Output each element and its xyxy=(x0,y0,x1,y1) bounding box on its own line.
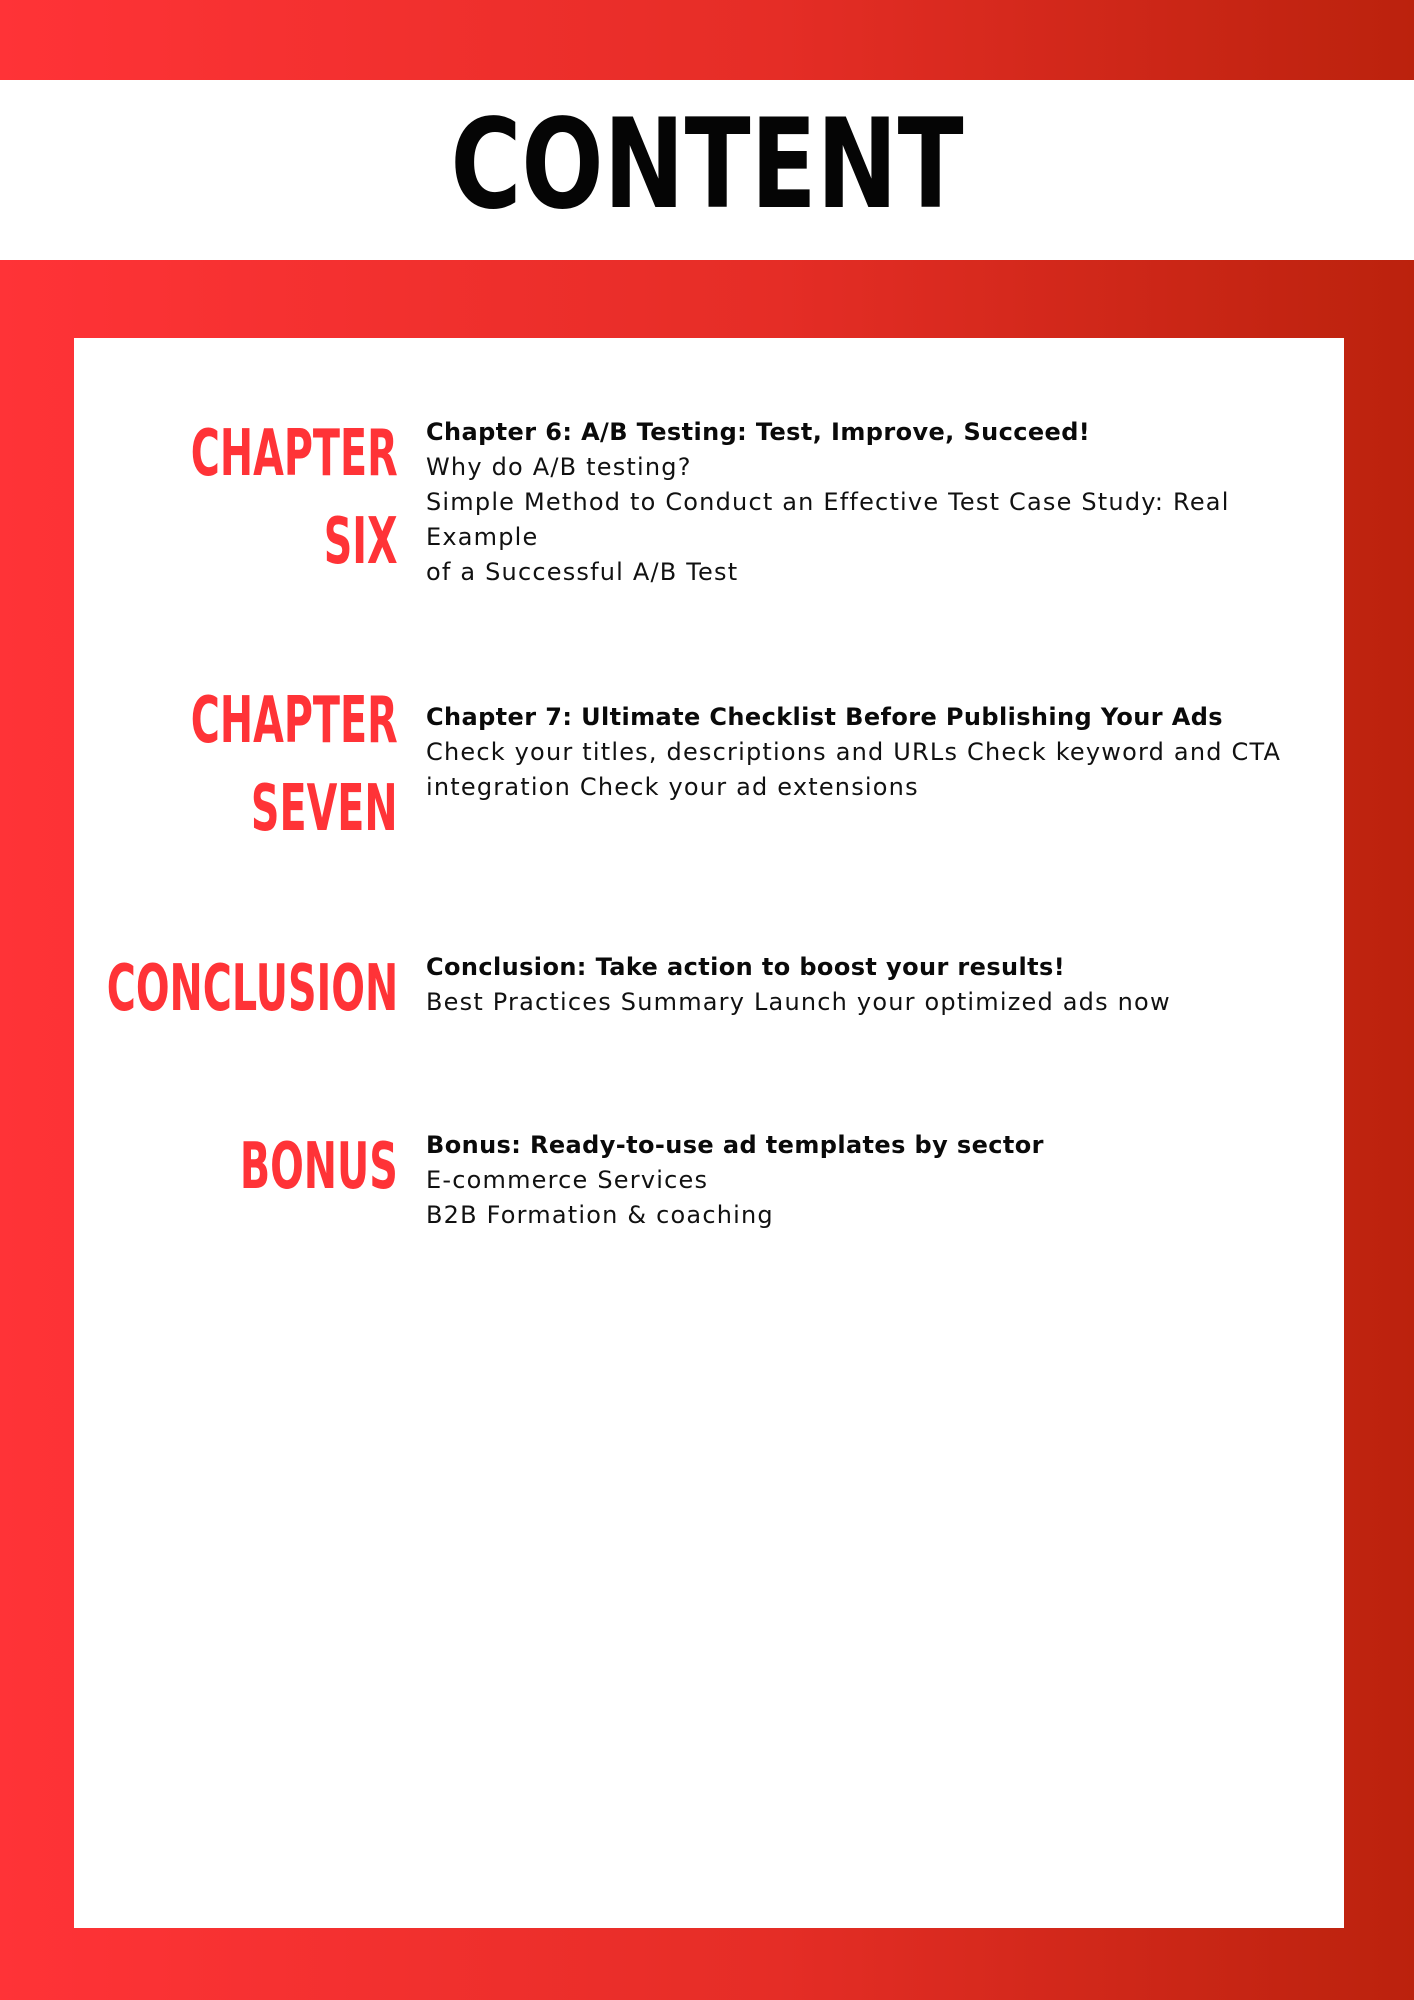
section-label-chapter-six xyxy=(191,410,398,586)
section-label-line: SEVEN xyxy=(251,772,398,846)
section-entry-conclusion xyxy=(426,950,1346,1020)
section-label-conclusion xyxy=(106,945,398,1033)
section-label-bonus xyxy=(240,1123,398,1211)
section-entry-chapter-six xyxy=(426,415,1346,590)
section-label-line: CONCLUSION xyxy=(106,952,398,1026)
section-heading: Chapter 7: Ultimate Checklist Before Publishing Your Ads xyxy=(426,703,1223,731)
section-heading: Conclusion: Take action to boost your results! xyxy=(426,953,1066,981)
section-label-line: BONUS xyxy=(240,1130,398,1204)
section-line: Best Practices Summary Launch your optimized ads now xyxy=(426,988,1171,1016)
section-line: integration Check your ad extensions xyxy=(426,773,919,801)
section-heading: Chapter 6: A/B Testing: Test, Improve, Succeed! xyxy=(426,418,1091,446)
section-entry-bonus xyxy=(426,1128,1346,1233)
page-title: CONTENT xyxy=(450,93,964,237)
section-label-line: SIX xyxy=(324,505,398,579)
section-line: Check your titles, descriptions and URLs Check keyword and CTA xyxy=(426,738,1282,766)
section-line: B2B Formation & coaching xyxy=(426,1201,774,1229)
section-entry-chapter-seven xyxy=(426,700,1346,805)
section-line: of a Successful A/B Test xyxy=(426,558,739,586)
section-heading: Bonus: Ready-to-use ad templates by sector xyxy=(426,1131,1044,1159)
section-line: E-commerce Services xyxy=(426,1166,709,1194)
section-line: Simple Method to Conduct an Effective Test Case Study: Real Example xyxy=(426,488,1230,551)
section-label-chapter-seven xyxy=(191,677,398,853)
section-label-line: CHAPTER xyxy=(191,417,398,491)
section-label-line: CHAPTER xyxy=(191,684,398,758)
section-line: Why do A/B testing? xyxy=(426,453,692,481)
top-gradient-band xyxy=(0,0,1414,80)
